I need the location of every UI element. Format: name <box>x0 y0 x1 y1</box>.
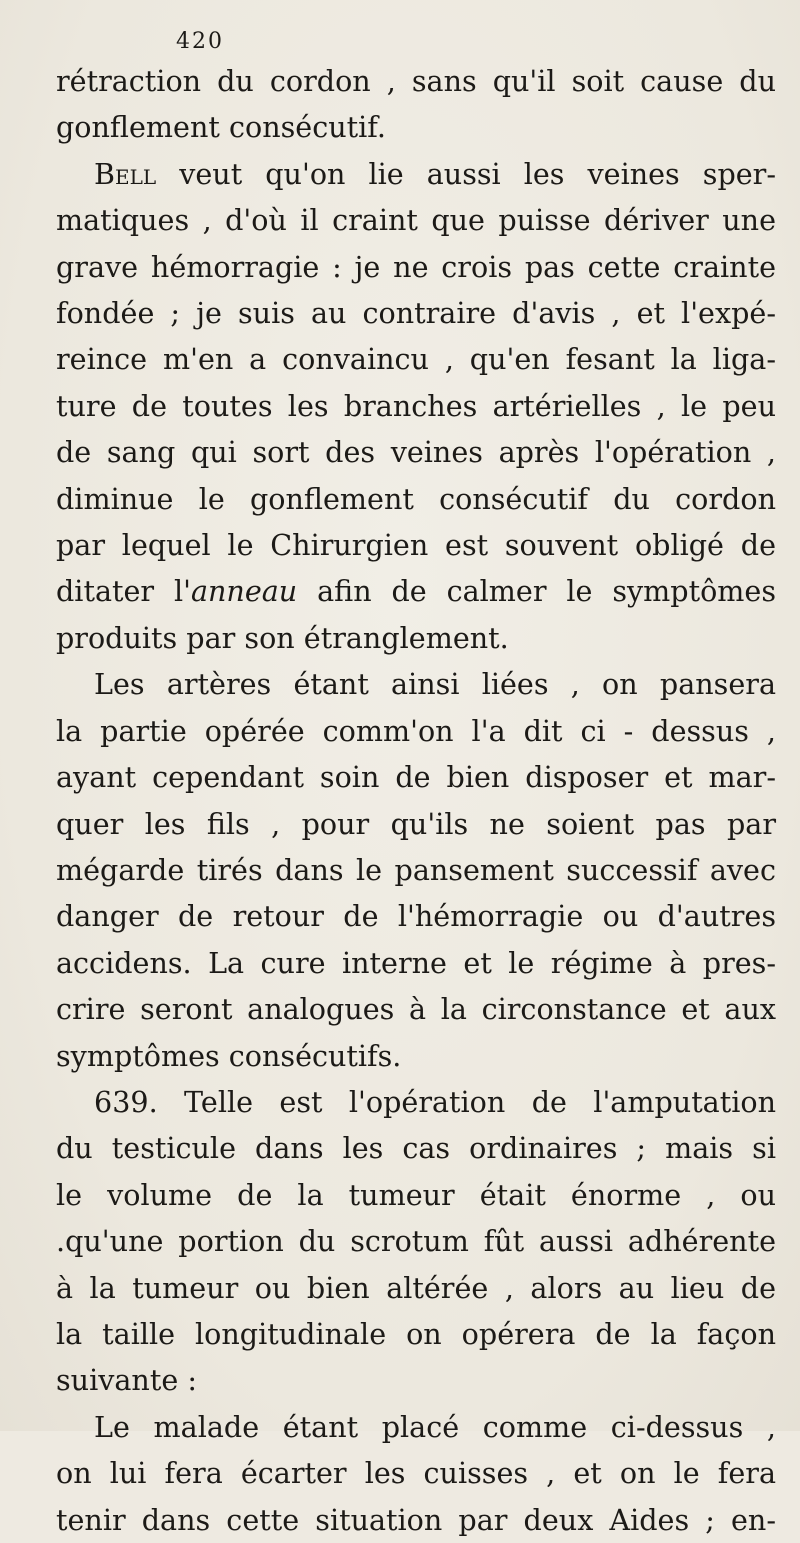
text-line: tenir dans cette situation par deux Aides ; en- <box>56 1502 776 1537</box>
text-line: diminue le gonflement consécutif du cordon <box>56 481 776 516</box>
text-line: du testicule dans les cas ordinaires ; mais si <box>56 1131 776 1166</box>
text-line: ture de toutes les branches artérielles , le peu <box>56 388 776 423</box>
text-line: produits par son étranglement. <box>56 620 509 655</box>
text-line: quer les fils , pour qu'ils ne soient pas par <box>56 806 776 841</box>
text-line: reince m'en a convaincu , qu'en fesant la liga- <box>56 342 776 377</box>
text-line: gonflement consécutif. <box>56 110 386 145</box>
text-line: danger de retour de l'hémorragie ou d'autres <box>56 899 776 934</box>
text-line: .qu'une portion du scrotum fût aussi adhérente <box>56 1224 776 1259</box>
text-line: la taille longitudinale on opérera de la façon <box>56 1316 776 1351</box>
text-line: le volume de la tumeur était énorme , ou <box>56 1177 776 1212</box>
page-number: 420 <box>176 29 224 54</box>
text-line: ayant cependant soin de bien disposer et mar- <box>56 760 776 795</box>
text-line: accidens. La cure interne et le régime à pres- <box>56 945 776 980</box>
italic-term-anneau: anneau <box>190 574 298 609</box>
text-line: on lui fera écarter les cuisses , et on le fera <box>56 1456 776 1491</box>
text-line: matiques , d'où il craint que puisse dériver une <box>56 203 776 238</box>
text-line: de sang qui sort des veines après l'opération , <box>56 435 776 470</box>
text-line: Le malade étant placé comme ci-dessus , <box>94 1409 776 1444</box>
text-line: symptômes consécutifs. <box>56 1038 402 1073</box>
text-line: la partie opérée comm'on l'a dit ci - dessus , <box>56 713 776 748</box>
text-line: mégarde tirés dans le pansement successif avec <box>56 852 776 887</box>
text-line: fondée ; je suis au contraire d'avis , et l'expé- <box>56 296 776 331</box>
body-text <box>56 58 776 1543</box>
section-639-start: 639. Telle est l'opération de l'amputation <box>94 1084 776 1119</box>
text-line: par lequel le Chirurgien est souvent obligé de <box>56 528 776 563</box>
text-line: crire seront analogues à la circonstance et aux <box>56 992 776 1027</box>
text-line: Les artères étant ainsi liées , on pansera <box>94 667 776 702</box>
text-line: grave hémorragie : je ne crois pas cette crainte <box>56 249 776 284</box>
author-name-bell: Bell <box>94 156 157 191</box>
text-line: Bell veut qu'on lie aussi les veines sper- <box>94 156 776 191</box>
text-line: ditater l'anneau afin de calmer le symptômes <box>56 574 776 609</box>
text-line: suivante : <box>56 1363 197 1398</box>
text-line: à la tumeur ou bien altérée , alors au lieu de <box>56 1270 776 1305</box>
text-line: rétraction du cordon , sans qu'il soit cause du <box>56 64 776 98</box>
